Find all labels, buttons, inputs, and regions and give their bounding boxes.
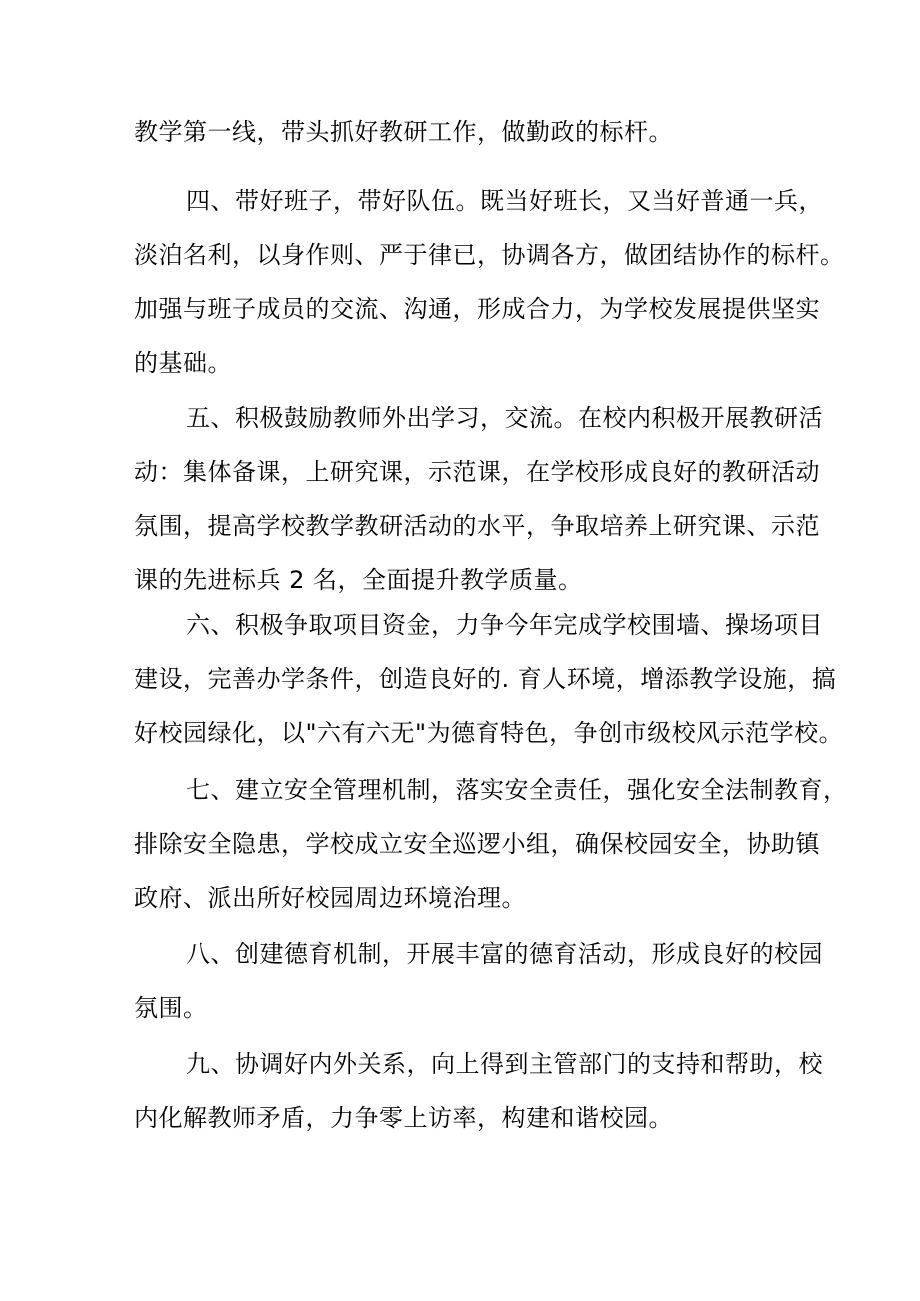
- paragraph-item-4: [134, 174, 845, 390]
- text-line: 教学第一线，带头抓好教研工作，做勤政的标杆。: [134, 118, 673, 146]
- text-line: 政府、派出所好校园周边环境治理。: [134, 884, 526, 912]
- text-line: 氛围。: [134, 994, 208, 1022]
- text-line: 建设，完善办学条件，创造良好的. 育人环境，增添教学设施，搞: [134, 665, 837, 693]
- paragraph-item-8: [134, 927, 823, 1035]
- text-line: 氛围，提高学校教学教研活动的水平，争取培养上研究课、示范: [134, 512, 820, 540]
- text-line: 五、积极鼓励教师外出学习，交流。在校内积极开展教研活: [186, 404, 823, 432]
- text-line: 排除安全隐患，学校成立安全巡逻小组，确保校园安全，协助镇: [134, 830, 820, 858]
- text-line: 七、建立安全管理机制，落实安全责任，强化安全法制教育，: [186, 776, 848, 804]
- text-line: 动：集体备课，上研究课，示范课，在学校形成良好的教研活动: [134, 458, 820, 486]
- text-line: 的基础。: [134, 349, 232, 377]
- text-line: 好校园绿化，以"六有六无"为德育特色，争创市级校风示范学校。: [134, 719, 844, 747]
- paragraph-continuation: [134, 105, 814, 159]
- paragraph-item-9: [134, 1037, 823, 1145]
- text-line: 四、带好班子，带好队伍。既当好班长，又当好普通一兵，: [186, 187, 823, 215]
- text-line: 九、协调好内外关系，向上得到主管部门的支持和帮助，校: [186, 1050, 823, 1078]
- text-line: 内化解教师矛盾，力争零上访率，构建和谐校园。: [134, 1104, 673, 1132]
- text-line: 六、积极争取项目资金，力争今年完成学校围墙、操场项目: [186, 611, 823, 639]
- paragraph-item-7: [134, 763, 848, 925]
- paragraph-item-5: [134, 391, 823, 607]
- text-line: 课的先进标兵 2 名，全面提升教学质量。: [134, 566, 583, 594]
- text-line: 八、创建德育机制，开展丰富的德育活动，形成良好的校园: [186, 940, 823, 968]
- text-line: 淡泊名利，以身作则、严于律已，协调各方，做团结协作的标杆。: [134, 241, 845, 269]
- paragraph-item-6: [134, 598, 844, 760]
- text-line: 加强与班子成员的交流、沟通，形成合力，为学校发展提供坚实: [134, 295, 820, 323]
